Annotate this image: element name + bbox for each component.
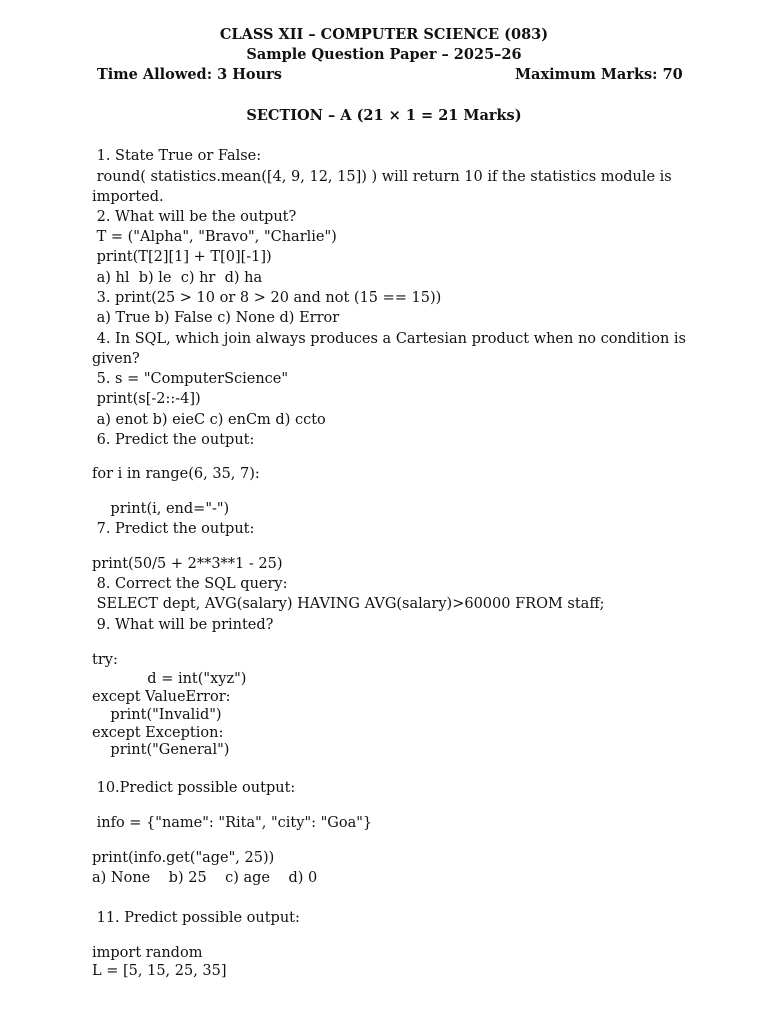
question-4-text: 4. In SQL, which join always produces a Cartesian product when no condition is	[92, 331, 686, 347]
question-9-code-4: print("Invalid")	[92, 707, 222, 723]
question-3-text: 3. print(25 > 10 or 8 > 20 and not (15 == 15))	[92, 290, 442, 306]
question-7-code: print(50/5 + 2**3**1 - 25)	[92, 556, 283, 572]
question-2-text: 2. What will be the output?	[92, 209, 297, 225]
question-2-options: a) hl b) le c) hr d) ha	[92, 270, 263, 286]
question-10-code-1: info = {"name": "Rita", "city": "Goa"}	[92, 815, 373, 831]
question-9-code-1: try:	[92, 652, 118, 668]
paper-title: CLASS XII – COMPUTER SCIENCE (083)	[219, 26, 549, 43]
question-11-code-2: L = [5, 15, 25, 35]	[92, 963, 227, 979]
question-2-code-2: print(T[2][1] + T[0][-1])	[92, 249, 272, 265]
question-9-text: 9. What will be printed?	[92, 617, 274, 633]
question-10-options: a) None b) 25 c) age d) 0	[92, 870, 318, 886]
question-6-code-1: for i in range(6, 35, 7):	[92, 466, 260, 482]
question-9-code-6: print("General")	[92, 742, 230, 758]
maximum-marks: Maximum Marks: 70	[515, 66, 683, 83]
question-4-text-cont: given?	[92, 351, 140, 367]
question-10-text: 10.Predict possible output:	[92, 780, 296, 796]
section-heading: SECTION – A (21 × 1 = 21 Marks)	[246, 107, 522, 124]
question-9-code-3: except ValueError:	[92, 689, 231, 705]
question-1-statement: round( statistics.mean([4, 9, 12, 15]) ) will return 10 if the statistics module is	[92, 169, 672, 185]
question-8-text: 8. Correct the SQL query:	[92, 576, 288, 592]
question-3-options: a) True b) False c) None d) Error	[92, 310, 340, 326]
time-allowed: Time Allowed: 3 Hours	[97, 66, 282, 83]
question-5-options: a) enot b) eieC c) enCm d) ccto	[92, 412, 326, 428]
question-1-statement-cont: imported.	[92, 189, 164, 205]
question-7-text: 7. Predict the output:	[92, 521, 255, 537]
question-8-sql: SELECT dept, AVG(salary) HAVING AVG(salary)>60000 FROM staff;	[92, 596, 605, 612]
question-11-code-1: import random	[92, 945, 203, 961]
question-6-text: 6. Predict the output:	[92, 432, 255, 448]
question-1-text: 1. State True or False:	[92, 148, 262, 164]
question-5-code: print(s[-2::-4])	[92, 391, 201, 407]
question-9-code-5: except Exception:	[92, 725, 224, 741]
question-5-text: 5. s = "ComputerScience"	[92, 371, 289, 387]
question-10-code-2: print(info.get("age", 25))	[92, 850, 275, 866]
question-9-code-2: d = int("xyz")	[92, 671, 247, 687]
paper-subtitle: Sample Question Paper – 2025–26	[246, 46, 522, 63]
question-11-text: 11. Predict possible output:	[92, 910, 300, 926]
question-6-code-2: print(i, end="-")	[92, 501, 230, 517]
question-2-code-1: T = ("Alpha", "Bravo", "Charlie")	[92, 229, 337, 245]
